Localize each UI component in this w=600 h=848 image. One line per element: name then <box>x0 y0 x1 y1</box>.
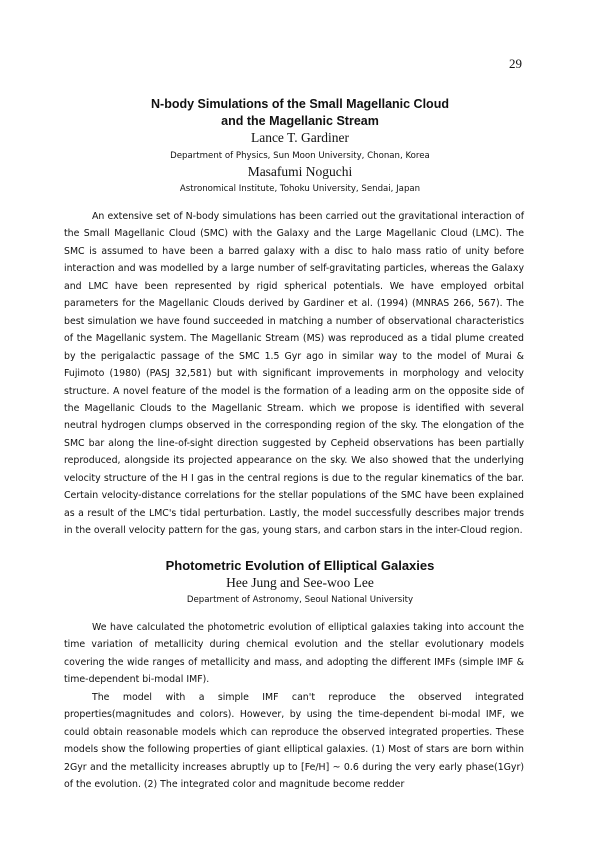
article1-author1: Lance T. Gardiner <box>250 130 350 145</box>
article1-affiliation1: Department of Physics, Sun Moon University, Chonan, Korea <box>170 151 430 161</box>
article1-affiliation2: Astronomical Institute, Tohoku University, Sendai, Japan <box>179 184 421 194</box>
article2-affiliation: Department of Astronomy, Seoul National University <box>186 595 414 605</box>
article1-title-line2: and the Magellanic Stream <box>221 114 379 128</box>
page-number: 29 <box>509 56 522 71</box>
article2-body <box>64 619 524 794</box>
article2-paragraph2 <box>64 689 524 794</box>
article1-abstract: An extensive set of N-body simulations has been carried out the gravitational interaction of the Small Magellanic Cloud (SMC) with the Galaxy and the Large Magellanic Cloud (LMC). The SMC is assumed to have been a barred galaxy with a disc to halo mass ratio of unity before interaction and was modelled by a large number of self-gravitating particles, whereas the Galaxy and LMC have been represented by rigid spherical potentials. We have employed orbital parameters for the Magellanic Clouds derived by Gardiner et al. (1994) (MNRAS 266, 567). The best simulation we have found succeeded in matching a number of observational characteristics of the Magellanic system. The Magellanic Stream (MS) was reproduced as a tidal plume created by the perigalactic passage of the SMC 1.5 Gyr ago in similar way to the model of Murai & Fujimoto (1980) (PASJ 32,581) but with significant improvements in morphology and velocity structure. A novel feature of the model is the formation of a leading arm on the opposite side of the Magellanic Clouds to the Magellanic Stream. which we propose is identified with several neutral hydrogen clumps observed in the corresponding region of the sky. The elongation of the SMC bar along the line-of-sight direction suggested by Cepheid observations has been partially reproduced, alongside its projected appearance on the sky. We also showed that the underlying velocity structure of the H I gas in the central regions is due to the regular kinematics of the bar. Certain velocity-distance correlations for the stellar populations of the SMC have been explained as a result of the LMC's tidal perturbation. Lastly, the model successfully describes major trends in the overall velocity pattern for the gas, young stars, and carbon stars in the inter-Cloud region. <box>64 211 524 537</box>
article2-title: Photometric Evolution of Elliptical Galaxies <box>165 558 435 573</box>
article2-authors: Hee Jung and See-woo Lee <box>226 575 374 590</box>
article2-paragraph2-rest: properties(magnitudes and colors). However, by using the time-dependent bi-modal IMF, we could obtain reasonable models which can reproduce the observed integrated properties. These models show the following properties of giant elliptical galaxies. (1) Most of stars are born within 2Gyr and the metallicity increases abruptly up to [Fe/H] ~ 0.6 during the very early phase(1Gyr) of the evolution. (2) The integrated color and magnitude become redder <box>64 709 524 791</box>
article2-paragraph2-line1: The model with a simple IMF can't reproduce the observed integrated <box>92 691 524 703</box>
article1-title-line1: N-body Simulations of the Small Magellanic Cloud <box>151 97 449 111</box>
article2-paragraph1: We have calculated the photometric evolution of elliptical galaxies taking into account the time variation of metallicity during chemical evolution and the stellar evolutionary models covering the wide ranges of metallicity and mass, and adopting the different IMFs (simple IMF & time-dependent bi-modal IMF). <box>64 622 524 686</box>
article1-abstract-body <box>64 208 524 540</box>
article1-author2: Masafumi Noguchi <box>247 164 353 179</box>
